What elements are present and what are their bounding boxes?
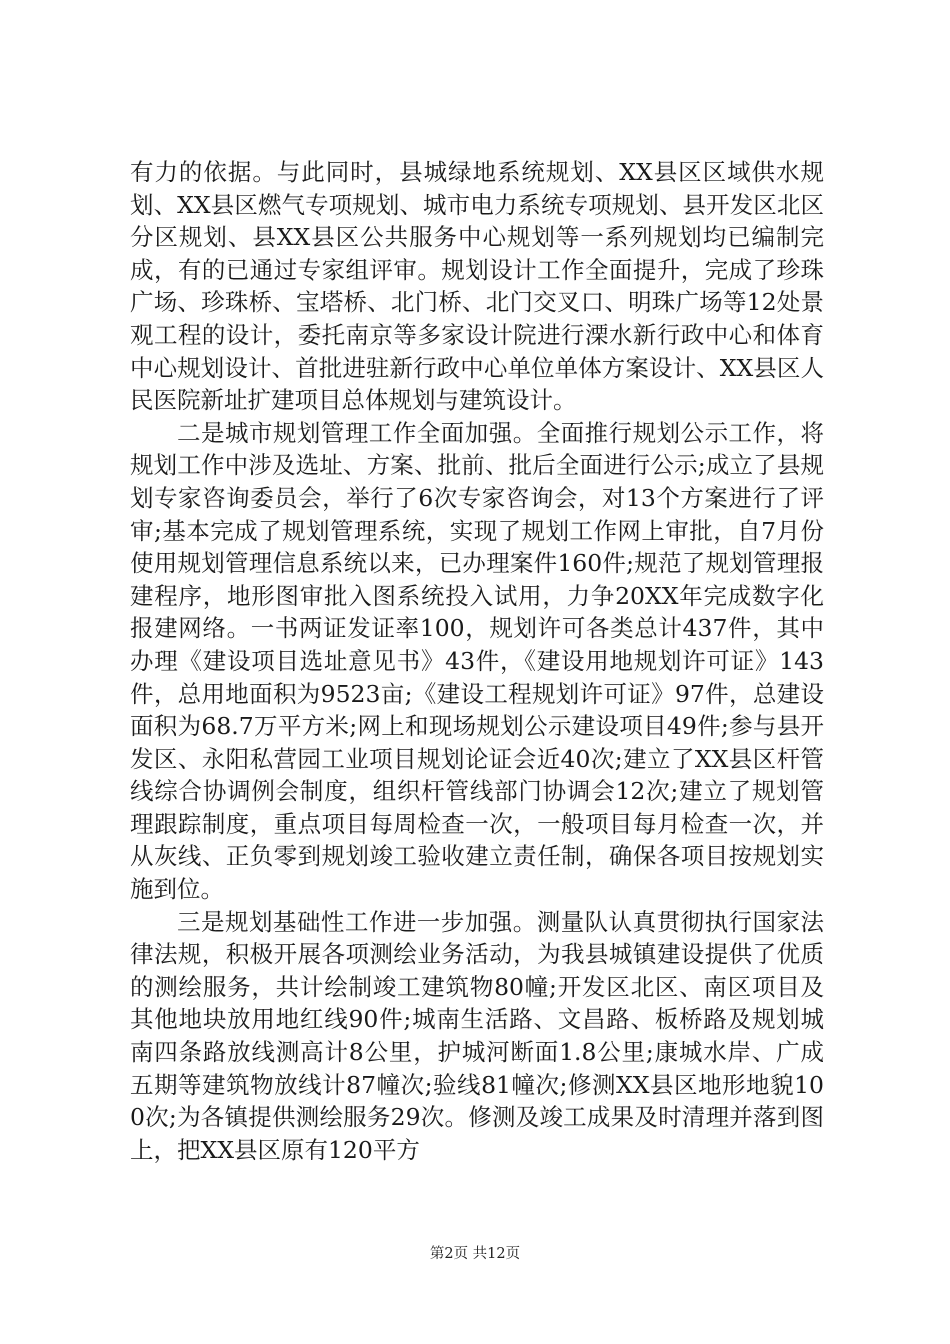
paragraph-continuation: 有力的依据。与此同时，县城绿地系统规划、XX县区区域供水规划、XX县区燃气专项规划、城市电力系统专项规划、县开发区北区分区规划、县XX县区公共服务中心规划等一系列规划均已编制完成，有的已通过专家组评审。规划设计工作全面提升，完成了珍珠广场、珍珠桥、宝塔桥、北门桥、北门交叉口、明珠广场等12处景观工程的设计，委托南京等多家设计院进行溧水新行政中心和体育中心规划设计、首批进驻新行政中心单位单体方案设计、XX县区人民医院新址扩建项目总体规划与建筑设计。 [130,158,824,415]
document-body [130,156,824,1166]
paragraph-planning-foundation: 三是规划基础性工作进一步加强。测量队认真贯彻执行国家法律法规，积极开展各项测绘业务活动，为我县城镇建设提供了优质的测绘服务，共计绘制竣工建筑物80幢;开发区北区、南区项目及其他地块放用地红线90件;城南生活路、文昌路、板桥路及规划城南四条路放线测高计8公里，护城河断面1.8公里;康城水岸、广成五期等建筑物放线计87幢次;验线81幢次;修测XX县区地形地貌100次;为各镇提供测绘服务29次。修测及竣工成果及时清理并落到图上，把XX县区原有120平方 [130,907,824,1164]
page-footer: 第2页 共12页 [429,1246,521,1262]
paragraph-planning-management: 二是城市规划管理工作全面加强。全面推行规划公示工作，将规划工作中涉及选址、方案、批前、批后全面进行公示;成立了县规划专家咨询委员会，举行了6次专家咨询会，对13个方案进行了评审;基本完成了规划管理系统，实现了规划工作网上审批，自7月份使用规划管理信息系统以来，已办理案件160件;规范了规划管理报建程序，地形图审批入图系统投入试用，力争20XX年完成数字化报建网络。一书两证发证率100，规划许可各类总计437件，其中办理《建设项目选址意见书》43件，《建设用地规划许可证》143件，总用地面积为9523亩;《建设工程规划许可证》97件，总建设面积为68.7万平方米;网上和现场规划公示建设项目49件;参与县开发区、永阳私营园工业项目规划论证会近40次;建立了XX县区杆管线综合协调例会制度，组织杆管线部门协调会12次;建立了规划管理跟踪制度，重点项目每周检查一次，一般项目每月检查一次，并从灰线、正负零到规划竣工验收建立责任制，确保各项目按规划实施到位。 [130,418,824,904]
